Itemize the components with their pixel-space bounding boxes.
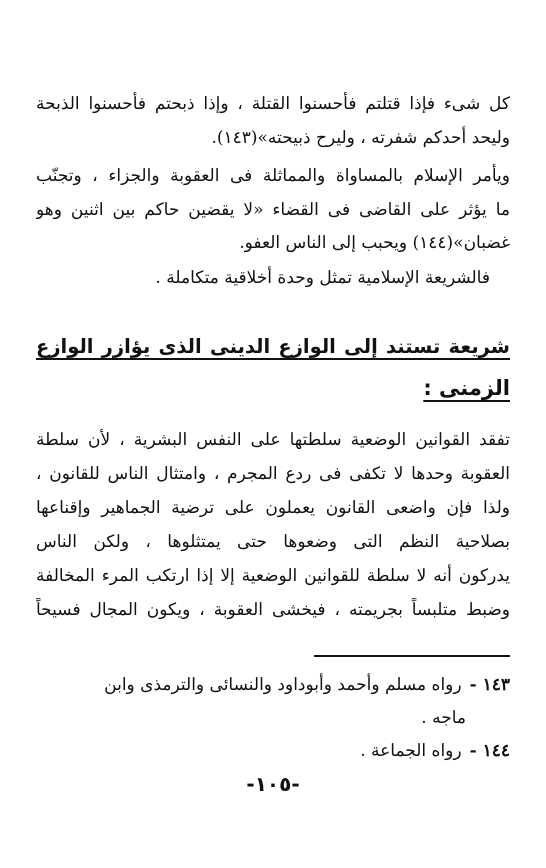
paragraph-line: فالشريعة الإسلامية تمثل وحدة أخلاقية متكاملة . xyxy=(155,268,490,288)
section-body-line: العقوبة وحدها لا تكفى فى ردع المجرم ، وامتثال الناس للقانون ، xyxy=(36,464,510,484)
footnote-separator xyxy=(314,655,510,657)
footnote-text: رواه الجماعة . xyxy=(360,741,462,761)
section-body-line: وضبط متلبساً بجريمته ، فيخشى العقوبة ، ويكون المجال فسيحاً xyxy=(36,600,510,620)
section-heading-line: الزمنى : xyxy=(423,376,510,400)
paragraph-line: ما يؤثر على القاضى فى القضاء «لا يقضين حاكم بين اثنين وهو xyxy=(36,200,510,220)
footnote-144 xyxy=(36,739,510,763)
section-body-line: يدركون أنه لا سلطة للقوانين الوضعية إلا إذا ارتكب المرء المخالفة xyxy=(36,566,510,586)
footnote-143 xyxy=(36,673,510,697)
footnote-number: ١٤٣ - xyxy=(469,675,510,695)
section-body-line: تفقد القوانين الوضعية سلطتها على النفس البشرية ، لأن سلطة xyxy=(36,430,510,450)
paragraph-line: غضبان»(١٤٤) ويحبب إلى الناس العفو. xyxy=(239,233,510,253)
paragraph-line: وليحد أحدكم شفرته ، وليرح ذبيحته»(١٤٣). xyxy=(211,128,510,148)
section-body-line: بصلاحية النظم التى وضعوها حتى يمتثلوها ، ولكن الناس xyxy=(36,532,510,552)
footnote-number: ١٤٤ - xyxy=(469,741,510,761)
page-number: -١٠٥- xyxy=(246,772,300,796)
section-heading-line: شريعة تستند إلى الوازع الدينى الذى يؤازر الوازع xyxy=(36,335,510,358)
section-body-line: ولذا فإن واضعى القانون يعملون على ترضية الجماهير وإقناعها xyxy=(36,498,510,518)
paragraph-line: ويأمر الإسلام بالمساواة والمماثلة فى العقوبة والجزاء ، وتجنّب xyxy=(36,166,510,186)
footnote-continuation: ماجه . xyxy=(421,708,466,728)
paragraph-line: كل شىء فإذا قتلتم فأحسنوا القتلة ، وإذا ذبحتم فأحسنوا الذبحة xyxy=(36,94,510,114)
footnote-text: رواه مسلم وأحمد وأبوداود والنسائى والترمذى وابن xyxy=(104,675,462,695)
